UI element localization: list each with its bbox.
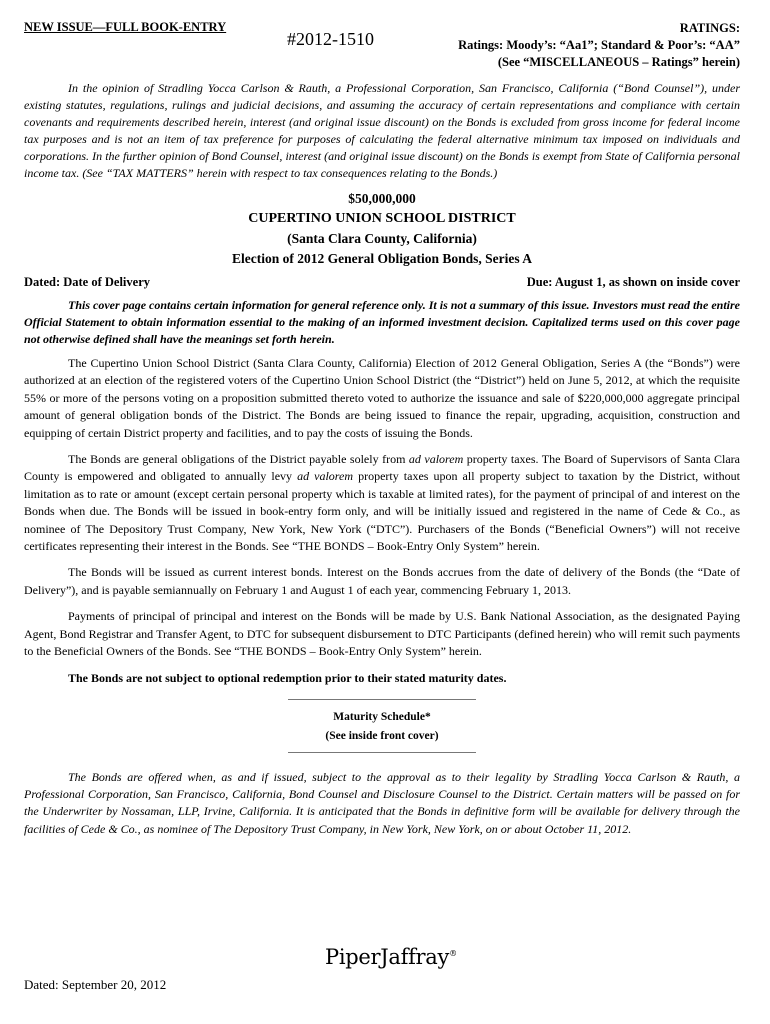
title-block	[24, 189, 740, 269]
maturity-schedule-title: Maturity Schedule*	[333, 710, 431, 723]
ad-valorem-term-1: ad valorem	[408, 452, 464, 467]
no-redemption-notice: The Bonds are not subject to optional redemption prior to their stated maturity dates.	[68, 670, 507, 685]
paragraph-interest: The Bonds will be issued as current interest bonds. Interest on the Bonds accrues from the date of delivery of the Bonds (the “Date of Delivery”), and is payable semiannually on February 1 and August 1 of each year, commencing February 1, 2013.	[24, 565, 740, 597]
ratings-line: Ratings: Moody’s: “Aa1”; Standard & Poor’s: “AA”	[458, 38, 740, 52]
ratings-title: RATINGS:	[679, 21, 740, 35]
maturity-schedule-reference: (See inside front cover)	[325, 729, 439, 742]
logo-registered-mark: ®	[449, 949, 457, 958]
ratings-block	[458, 20, 740, 71]
document-page	[24, 18, 740, 838]
principal-amount: $50,000,000	[348, 191, 416, 206]
ratings-reference: (See “MISCELLANEOUS – Ratings” herein)	[497, 55, 740, 69]
offering-paragraph: The Bonds are offered when, as and if issued, subject to the approval as to their legality by Stradling Yocca Carlson & Rauth, a Professional Corporation, San Francisco, California, Bond Counsel and Disclosure Counsel to the District. Certain matters will be passed on for the Underwriter by Nossaman, LLP, Irvine, California. It is anticipated that the Bonds in definitive form will be available for delivery through the facilities of Cede & Co., as nominee of The Depository Trust Company, in New York, New York, on or about October 11, 2012.	[24, 769, 740, 836]
paragraph-security-text-1: The Bonds are general obligations of the District payable solely from	[68, 452, 409, 467]
divider-top	[288, 699, 476, 700]
document-date: Dated: September 20, 2012	[24, 977, 167, 992]
dated-due-row	[24, 274, 740, 291]
ad-valorem-term-2: ad valorem	[297, 469, 354, 484]
divider-bottom	[288, 752, 476, 753]
maturity-schedule	[24, 708, 740, 746]
paragraph-security-text-2: property taxes. The Board of Supervisors of Santa Clara County is empowered and obligated to annually levy	[24, 452, 740, 484]
logo-name: PiperJaffray	[325, 945, 450, 969]
bond-series: Election of 2012 General Obligation Bonds, Series A	[231, 251, 532, 266]
paragraph-security	[24, 451, 740, 555]
dated-label: Dated: Date of Delivery	[24, 275, 150, 289]
issuer-name: CUPERTINO UNION SCHOOL DISTRICT	[248, 211, 516, 226]
document-number: #2012-1510	[287, 29, 374, 49]
maturity-schedule-block	[24, 699, 740, 753]
header	[24, 18, 740, 76]
issuer-county: (Santa Clara County, California)	[287, 231, 477, 246]
underwriter-logo	[325, 945, 457, 969]
paragraph-payments: Payments of principal of principal and interest on the Bonds will be made by U.S. Bank National Association, as the designated Paying Agent, Bond Registrar and Transfer Agent, to DTC for subsequent disbursement to DTC Participants (defined herein) who will remit such payments to the Beneficial Owners of the Bonds. See “THE BONDS – Book-Entry Only System” herein.	[24, 609, 740, 659]
paragraph-authorization: The Cupertino Union School District (Santa Clara County, California) Election of 2012 General Obligation, Series A (the “Bonds”) were authorized at an election of the registered voters of the Cupertino Union School District (the “District”) held on June 5, 2012, at which the requisite 55% or more of the persons voting on a proposition submitted thereto voted to authorize the issuance and sale of $220,000,000 aggregate principal amount of general obligation bonds of the District. The Bonds are being issued to finance the repair, upgrading, acquisition, construction and equipping of certain District property and facilities, and to pay the costs of issuing the Bonds.	[24, 356, 740, 440]
paragraph-security-text-3: property taxes upon all property subject to taxation by the District, without limitation as to rate or amount (except certain personal property which is taxable at limited rates), for the payment of principal of and interest on the Bonds when due. The Bonds will be issued in book-entry form only, and will be initially issued and registered in the name of Cede & Co., as nominee of The Depository Trust Company, New York, New York (“DTC”). Purchasers of the Bonds (“Beneficial Owners”) will not receive certificates representing their interest in the Bonds. See “THE BONDS – Book-Entry Only System” herein.	[24, 469, 740, 554]
cover-page-notice: This cover page contains certain information for general reference only. It is not a summary of this issue. Investors must read the entire Official Statement to obtain information essential to the making of an informed investment decision. Capitalized terms used on this cover page not otherwise defined shall have the meanings set forth herein.	[24, 298, 740, 346]
issue-type: NEW ISSUE—FULL BOOK-ENTRY	[24, 20, 227, 34]
due-label: Due: August 1, as shown on inside cover	[526, 275, 740, 289]
bond-counsel-opinion: In the opinion of Stradling Yocca Carlson & Rauth, a Professional Corporation, San Francisco, California (“Bond Counsel”), under existing statutes, regulations, rulings and judicial decisions, and assuming the accuracy of certain representations and compliance with certain covenants and requirements described herein, interest (and original issue discount) on the Bonds is excluded from gross income for federal income tax purposes and is not an item of tax preference for purposes of calculating the federal alternative minimum tax imposed on individuals and corporations. In the further opinion of Bond Counsel, interest (and original issue discount) on the Bonds is exempt from State of California personal income tax. (See “TAX MATTERS” herein with respect to tax consequences relating to the Bonds.)	[24, 81, 740, 180]
